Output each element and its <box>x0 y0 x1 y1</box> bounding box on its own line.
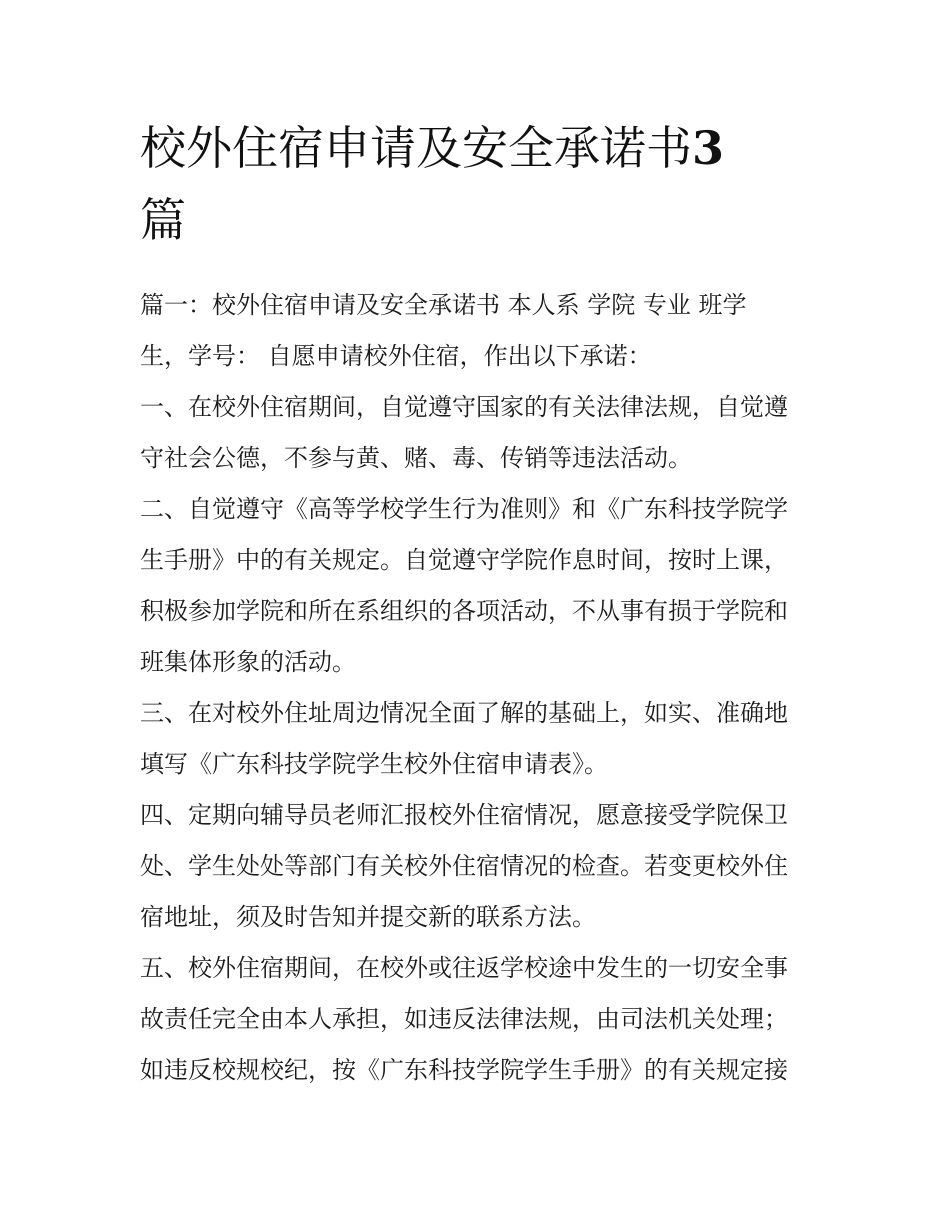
body-line: 填写《广东科技学院学生校外住宿申请表》。 <box>140 750 608 778</box>
body-line: 守社会公德，不参与黄、赌、毒、传销等违法活动。 <box>140 444 692 472</box>
document-title <box>140 112 840 256</box>
body-line: 故责任完全由本人承担，如违反法律法规，由司法机关处理； <box>140 1005 788 1033</box>
body-line: 处、学生处处等部门有关校外住宿情况的检查。若变更校外住 <box>140 852 788 880</box>
title-suffix: 篇 <box>140 193 186 247</box>
body-line: 生手册》中的有关规定。自觉遵守学院作息时间，按时上课， <box>140 546 788 574</box>
body-line: 五、校外住宿期间，在校外或往返学校途中发生的一切安全事 <box>140 954 788 982</box>
body-line: 篇一：校外住宿申请及安全承诺书 本人系 学院 专业 班学 <box>140 291 747 319</box>
body-line: 生，学号： 自愿申请校外住宿，作出以下承诺： <box>140 342 652 370</box>
body-line: 四、定期向辅导员老师汇报校外住宿情况，愿意接受学院保卫 <box>140 801 788 829</box>
title-main: 校外住宿申请及安全承诺书 <box>140 121 692 175</box>
body-line: 班集体形象的活动。 <box>140 648 356 676</box>
body-line: 三、在对校外住址周边情况全面了解的基础上，如实、准确地 <box>140 699 788 727</box>
body-line: 积极参加学院和所在系组织的各项活动，不从事有损于学院和 <box>140 597 788 625</box>
body-line: 如违反校规校纪，按《广东科技学院学生手册》的有关规定接 <box>140 1056 788 1084</box>
body-line: 一、在校外住宿期间，自觉遵守国家的有关法律法规，自觉遵 <box>140 393 788 421</box>
document-body <box>140 280 816 1096</box>
body-line: 二、自觉遵守《高等学校学生行为准则》和《广东科技学院学 <box>140 495 788 523</box>
title-number: 3 <box>692 121 725 175</box>
body-line: 宿地址，须及时告知并提交新的联系方法。 <box>140 903 596 931</box>
